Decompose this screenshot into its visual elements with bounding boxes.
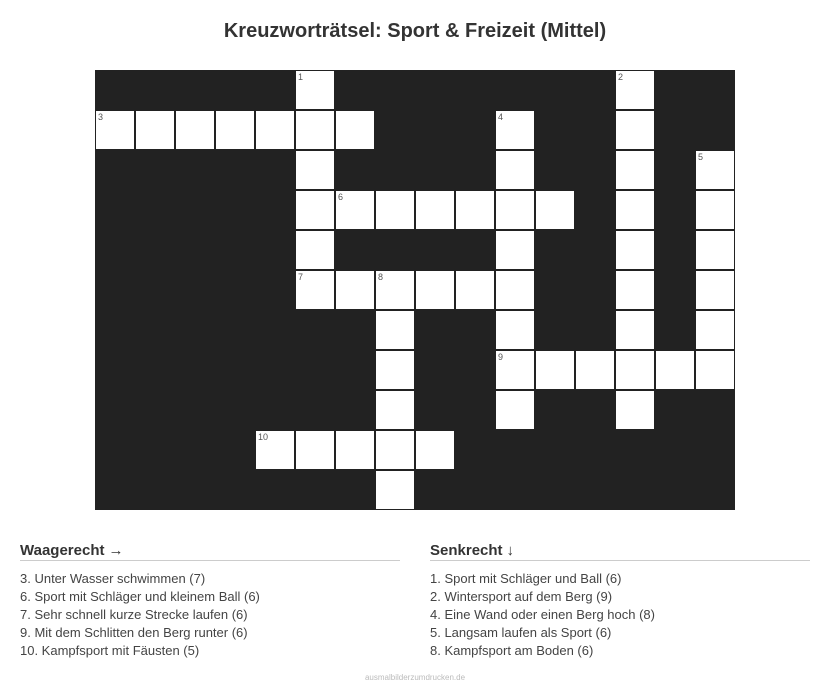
crossword-cell[interactable] bbox=[615, 270, 655, 310]
crossword-cell[interactable] bbox=[295, 430, 335, 470]
down-clue: 2. Wintersport auf dem Berg (9) bbox=[430, 589, 613, 604]
down-heading-label: Senkrecht bbox=[430, 542, 503, 559]
crossword-cell[interactable] bbox=[215, 110, 255, 150]
clue-number: 2 bbox=[618, 72, 624, 82]
clue-number: 8 bbox=[378, 272, 384, 282]
crossword-cell[interactable] bbox=[495, 310, 535, 350]
crossword-cell[interactable] bbox=[615, 150, 655, 190]
down-clue: 5. Langsam laufen als Sport (6) bbox=[430, 625, 612, 640]
crossword-cell[interactable] bbox=[415, 190, 455, 230]
crossword-cell[interactable] bbox=[455, 190, 495, 230]
clue-number: 1 bbox=[298, 72, 304, 82]
down-clue-list bbox=[430, 570, 810, 660]
clue-number: 7 bbox=[298, 272, 304, 282]
across-clues-section bbox=[20, 542, 400, 660]
crossword-cell[interactable] bbox=[495, 190, 535, 230]
crossword-cell[interactable] bbox=[695, 270, 735, 310]
crossword-cell[interactable] bbox=[375, 350, 415, 390]
crossword-cell[interactable] bbox=[495, 390, 535, 430]
crossword-cell[interactable] bbox=[375, 310, 415, 350]
crossword-cell[interactable] bbox=[615, 350, 655, 390]
down-heading bbox=[430, 542, 810, 561]
down-clue: 4. Eine Wand oder einen Berg hoch (8) bbox=[430, 607, 655, 622]
crossword-cell[interactable] bbox=[655, 350, 695, 390]
crossword-cell[interactable] bbox=[295, 150, 335, 190]
crossword-cell[interactable] bbox=[575, 350, 615, 390]
crossword-cell[interactable] bbox=[375, 390, 415, 430]
crossword-cell[interactable] bbox=[375, 430, 415, 470]
down-arrow-icon: ↓ bbox=[506, 542, 515, 559]
crossword-cell[interactable] bbox=[455, 270, 495, 310]
across-clue: 6. Sport mit Schläger und kleinem Ball (6) bbox=[20, 589, 260, 604]
footer-credit: ausmalbilderzumdrucken.de bbox=[364, 673, 466, 682]
crossword-cell[interactable] bbox=[95, 110, 135, 150]
crossword-cell[interactable] bbox=[375, 270, 415, 310]
crossword-cell[interactable] bbox=[495, 270, 535, 310]
crossword-cell[interactable] bbox=[415, 430, 455, 470]
down-clue: 8. Kampfsport am Boden (6) bbox=[430, 643, 594, 658]
crossword-cell[interactable] bbox=[295, 70, 335, 110]
across-clue: 9. Mit dem Schlitten den Berg runter (6) bbox=[20, 625, 248, 640]
page-title: Kreuzworträtsel: Sport & Freizeit (Mittel) bbox=[223, 20, 607, 42]
clue-number: 6 bbox=[338, 192, 344, 202]
right-arrow-icon: → bbox=[108, 542, 124, 559]
crossword-cell[interactable] bbox=[175, 110, 215, 150]
across-clue: 10. Kampfsport mit Fäusten (5) bbox=[20, 643, 200, 658]
crossword-cell[interactable] bbox=[615, 190, 655, 230]
crossword-cell[interactable] bbox=[295, 190, 335, 230]
crossword-cell[interactable] bbox=[535, 190, 575, 230]
down-clue: 1. Sport mit Schläger und Ball (6) bbox=[430, 571, 622, 586]
across-clue: 7. Sehr schnell kurze Strecke laufen (6) bbox=[20, 607, 248, 622]
crossword-cell[interactable] bbox=[695, 190, 735, 230]
crossword-cell[interactable] bbox=[695, 150, 735, 190]
across-clue: 3. Unter Wasser schwimmen (7) bbox=[20, 571, 206, 586]
across-clue-list bbox=[20, 570, 400, 660]
crossword-cell[interactable] bbox=[615, 110, 655, 150]
crossword-cell[interactable] bbox=[375, 470, 415, 510]
crossword-cell[interactable] bbox=[415, 270, 455, 310]
crossword-cell[interactable] bbox=[615, 230, 655, 270]
crossword-cell[interactable] bbox=[335, 190, 375, 230]
crossword-cell[interactable] bbox=[495, 110, 535, 150]
across-heading bbox=[20, 542, 400, 561]
crossword-cell[interactable] bbox=[335, 270, 375, 310]
clue-number: 10 bbox=[258, 432, 269, 442]
across-heading-label: Waagerecht bbox=[20, 542, 105, 559]
crossword-cell[interactable] bbox=[495, 230, 535, 270]
clue-number: 3 bbox=[98, 112, 104, 122]
crossword-cell[interactable] bbox=[495, 150, 535, 190]
crossword-cell[interactable] bbox=[375, 190, 415, 230]
down-clues-section bbox=[430, 542, 810, 660]
crossword-cell[interactable] bbox=[295, 110, 335, 150]
clue-number: 4 bbox=[498, 112, 504, 122]
crossword-cell[interactable] bbox=[335, 430, 375, 470]
crossword-cell[interactable] bbox=[135, 110, 175, 150]
crossword-cell[interactable] bbox=[615, 390, 655, 430]
crossword-cell[interactable] bbox=[495, 350, 535, 390]
clue-number: 5 bbox=[698, 152, 704, 162]
crossword-cell[interactable] bbox=[295, 230, 335, 270]
crossword-cell[interactable] bbox=[695, 350, 735, 390]
crossword-cell[interactable] bbox=[295, 270, 335, 310]
clue-number: 9 bbox=[498, 352, 504, 362]
crossword-grid bbox=[95, 70, 735, 510]
crossword-cell[interactable] bbox=[695, 310, 735, 350]
crossword-cell[interactable] bbox=[615, 70, 655, 110]
crossword-cell[interactable] bbox=[255, 110, 295, 150]
crossword-cell[interactable] bbox=[535, 350, 575, 390]
crossword-cell[interactable] bbox=[255, 430, 295, 470]
crossword-cell[interactable] bbox=[615, 310, 655, 350]
crossword-cell[interactable] bbox=[695, 230, 735, 270]
crossword-cell[interactable] bbox=[335, 110, 375, 150]
